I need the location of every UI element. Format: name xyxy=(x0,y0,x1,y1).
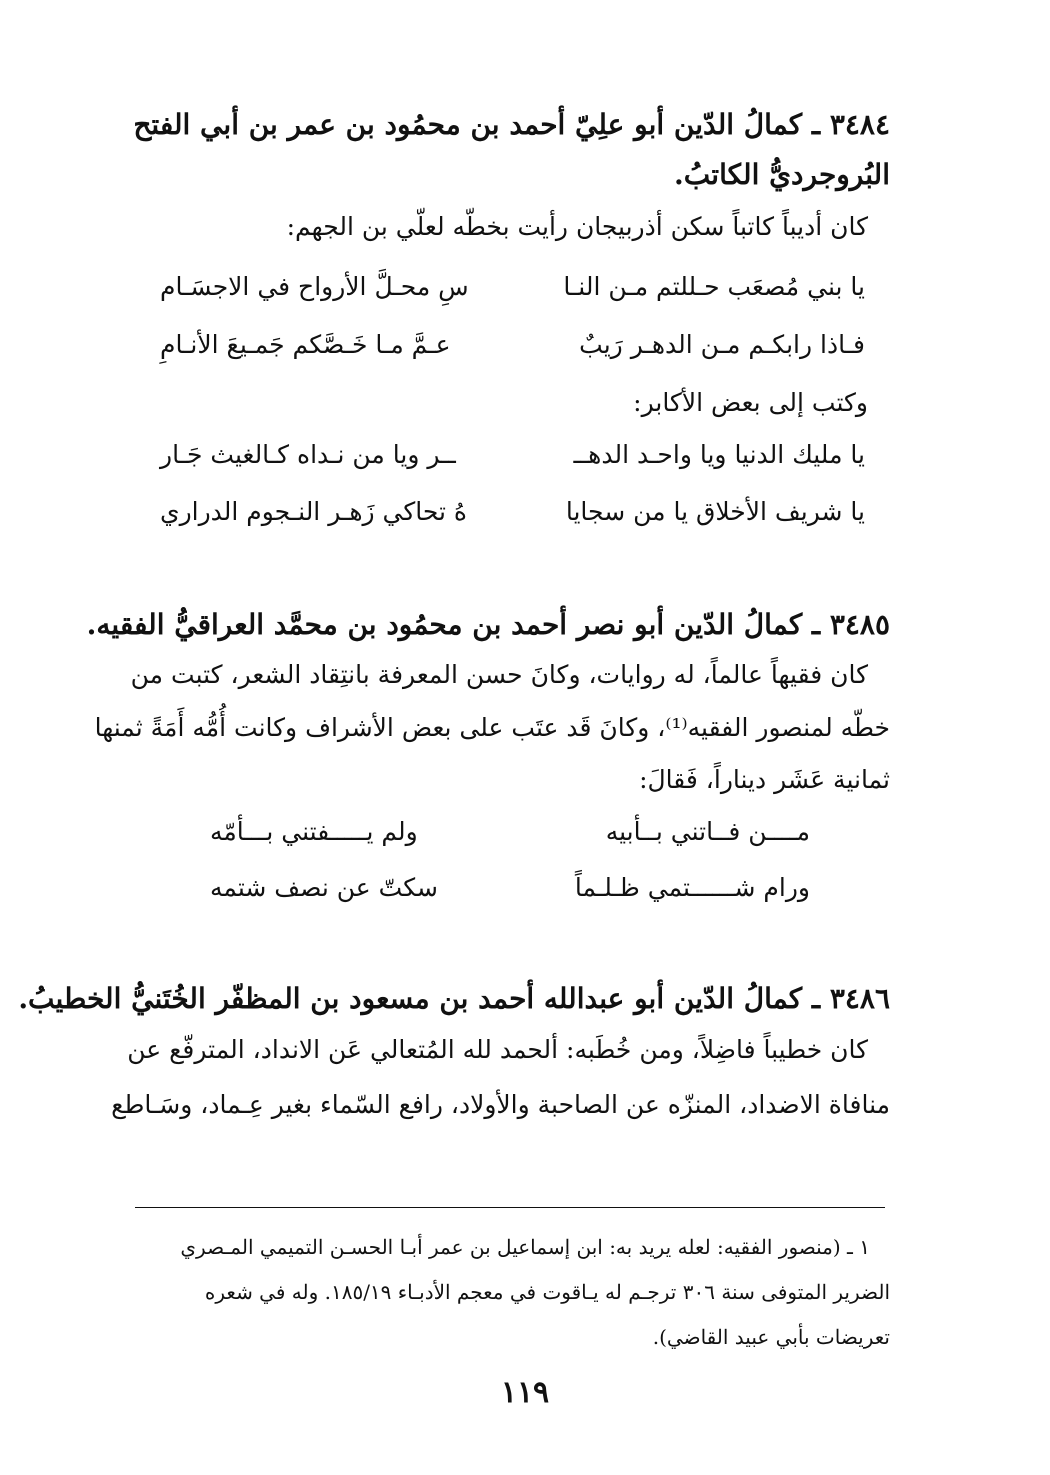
verse-second-hemistich: ولم يـــــفتني بـــأمّه xyxy=(210,817,418,846)
entry-3484-heading-line-2: البُروجرديُّ الكاتبُ. xyxy=(674,158,890,191)
entry-3485-text-line: ثمانية عَشَر ديناراً، فَقالَ: xyxy=(639,765,890,794)
verse-line xyxy=(160,272,865,312)
verse-line xyxy=(160,497,865,537)
verse-first-hemistich: يا مليك الدنيا ويا واحـد الدهــ xyxy=(573,440,865,469)
entry-3484-text-line-2: وكتب إلى بعض الأكابر: xyxy=(633,388,868,417)
verse-first-hemistich: فـاذا رابكـم مـن الدهـر رَيبٌ xyxy=(579,330,865,359)
page-number: ١١٩ xyxy=(500,1375,550,1410)
footnote-line: تعريضات بأبي عبيد القاضي). xyxy=(652,1325,890,1349)
footnote-line: الضرير المتوفى سنة ٣٠٦ ترجـم له يـاقوت في معجم الأدبـاء ١٨٥/١٩. وله في شعره xyxy=(204,1280,890,1304)
entry-3486-text-line: كان خطيباً فاضِلاً، ومن خُطَبه: ألحمد لله المُتعالي عَن الانداد، المترفّع عن xyxy=(127,1035,868,1064)
verse-second-hemistich: سكتّ عن نصف شتمه xyxy=(210,873,438,902)
entry-3485-text-line: خطّه لمنصور الفقيه⁽¹⁾، وكانَ قَد عتَب على بعض الأشراف وكانت أُمُّه أَمَةً ثمنها xyxy=(94,713,890,742)
entry-3484-heading-line-1: ٣٤٨٤ ـ كمالُ الدّين أبو علِيّ أحمد بن محمُود بن عمر بن أبي الفتح xyxy=(133,108,890,141)
verse-first-hemistich: ورام شــــــتمي ظـلـماً xyxy=(574,873,810,902)
footnote-line: ١ ـ (منصور الفقيه: لعله يريد به: ابن إسماعيل بن عمر أبـا الحسـن التميمي المـصري xyxy=(180,1235,870,1259)
entry-3486-text-line: منافاة الاضداد، المنزّه عن الصاحبة والأولاد، رافع السّماء بغير عِـماد، وسَـاطع xyxy=(111,1090,890,1119)
verse-line xyxy=(160,440,865,480)
verse-second-hemistich: ــر ويا من نـداه كـالغيث جَـار xyxy=(160,440,456,469)
verse-line xyxy=(210,873,810,913)
entry-3484-text-line: كان أديباً كاتباً سكن أذربيجان رأيت بخطّه لعلّي بن الجهم: xyxy=(286,212,868,241)
verse-first-hemistich: يا شريف الأخلاق يا من سجايا xyxy=(565,497,865,526)
verse-second-hemistich: سِ محـلَّ الأرواح في الاجسَـام xyxy=(160,272,469,301)
verse-second-hemistich: عـمَّ مـا خَـصَّكم جَمـيعَ الأنـامِ xyxy=(160,330,451,359)
verse-line xyxy=(160,330,865,370)
footnote-separator xyxy=(135,1207,885,1208)
entry-3486-heading: ٣٤٨٦ ـ كمالُ الدّين أبو عبدالله أحمد بن مسعود بن المظفّر الخُتَنيُّ الخطيبُ. xyxy=(18,982,890,1015)
entry-3485-heading: ٣٤٨٥ ـ كمالُ الدّين أبو نصر أحمد بن محمُود بن محمَّد العراقيُّ الفقيه. xyxy=(86,608,890,641)
verse-second-hemistich: هُ تحاكي زَهـر النـجوم الدراري xyxy=(160,497,468,526)
verse-line xyxy=(210,817,810,857)
verse-first-hemistich: مــــن فــاتني بــأبيه xyxy=(605,817,810,846)
verse-first-hemistich: يا بني مُصعَب حـللتم مـن النـا xyxy=(563,272,865,301)
entry-3485-text-line: كان فقيهاً عالماً، له روايات، وكانَ حسن المعرفة بانتِقاد الشعر، كتبت من xyxy=(130,660,868,689)
